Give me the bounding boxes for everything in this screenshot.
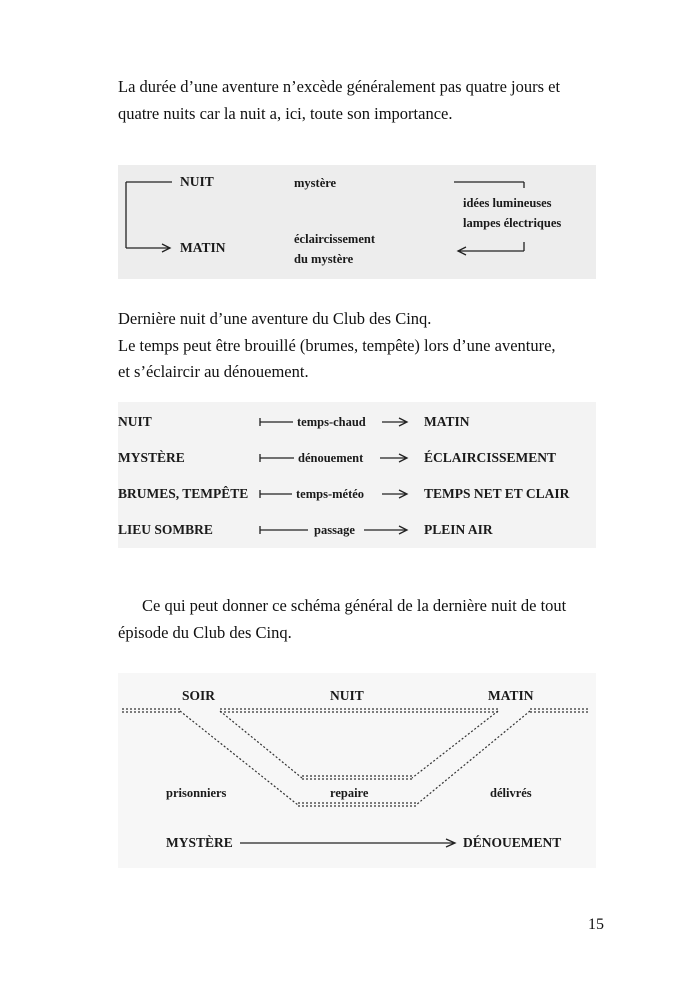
label-nuit: NUIT xyxy=(180,174,214,189)
label-matin-top: MATIN xyxy=(488,688,534,703)
label-nuit-top: NUIT xyxy=(330,688,364,703)
paragraph-1-line-2: quatre nuits car la nuit a, ici, toute son importance. xyxy=(118,104,453,123)
label-lampes-electriques: lampes électriques xyxy=(463,216,562,230)
label-idees-lumineuses: idées lumineuses xyxy=(463,196,552,210)
row-4-right: PLEIN AIR xyxy=(424,522,493,537)
paragraph-2-line-2: et s’éclaircir au dénouement. xyxy=(118,362,309,381)
figure-night-morning xyxy=(118,165,596,279)
label-mystere: mystère xyxy=(294,176,337,190)
label-repaire: repaire xyxy=(330,786,369,800)
row-1-middle: temps-chaud xyxy=(297,415,366,429)
label-delivres: délivrés xyxy=(490,786,532,800)
figure-transformations xyxy=(118,402,596,548)
label-soir: SOIR xyxy=(182,688,216,703)
paragraph-3: Ce qui peut donner ce schéma général de la dernière nuit de tout xyxy=(142,596,567,615)
label-du-mystere: du mystère xyxy=(294,252,354,266)
row-2-left: MYSTÈRE xyxy=(118,450,185,465)
row-1-left: NUIT xyxy=(118,414,152,429)
row-3-right: TEMPS NET ET CLAIR xyxy=(424,486,570,501)
label-mystere-bottom: MYSTÈRE xyxy=(166,835,233,850)
figure-1-caption: Dernière nuit d’une aventure du Club des Cinq. xyxy=(118,309,432,328)
row-1-right: MATIN xyxy=(424,414,470,429)
label-matin: MATIN xyxy=(180,240,226,255)
figure-last-night-scheme xyxy=(118,673,596,868)
row-3-left: BRUMES, TEMPÊTE xyxy=(118,486,249,501)
row-4-middle: passage xyxy=(314,523,355,537)
row-4-left: LIEU SOMBRE xyxy=(118,522,213,537)
page-number: 15 xyxy=(588,916,604,933)
paragraph-1-line-1: La durée d’une aventure n’excède généralement pas quatre jours et xyxy=(118,77,561,96)
label-denouement: DÉNOUEMENT xyxy=(463,835,562,850)
row-3-middle: temps-météo xyxy=(296,487,365,501)
label-eclaircissement: éclaircissement xyxy=(294,232,375,246)
paragraph-3-line-2: épisode du Club des Cinq. xyxy=(118,623,292,642)
row-2-middle: dénouement xyxy=(298,451,364,465)
row-2-right: ÉCLAIRCISSEMENT xyxy=(424,450,557,465)
label-prisonniers: prisonniers xyxy=(166,786,227,800)
paragraph-2-line-1: Le temps peut être brouillé (brumes, tempête) lors d’une aventure, xyxy=(118,336,556,355)
